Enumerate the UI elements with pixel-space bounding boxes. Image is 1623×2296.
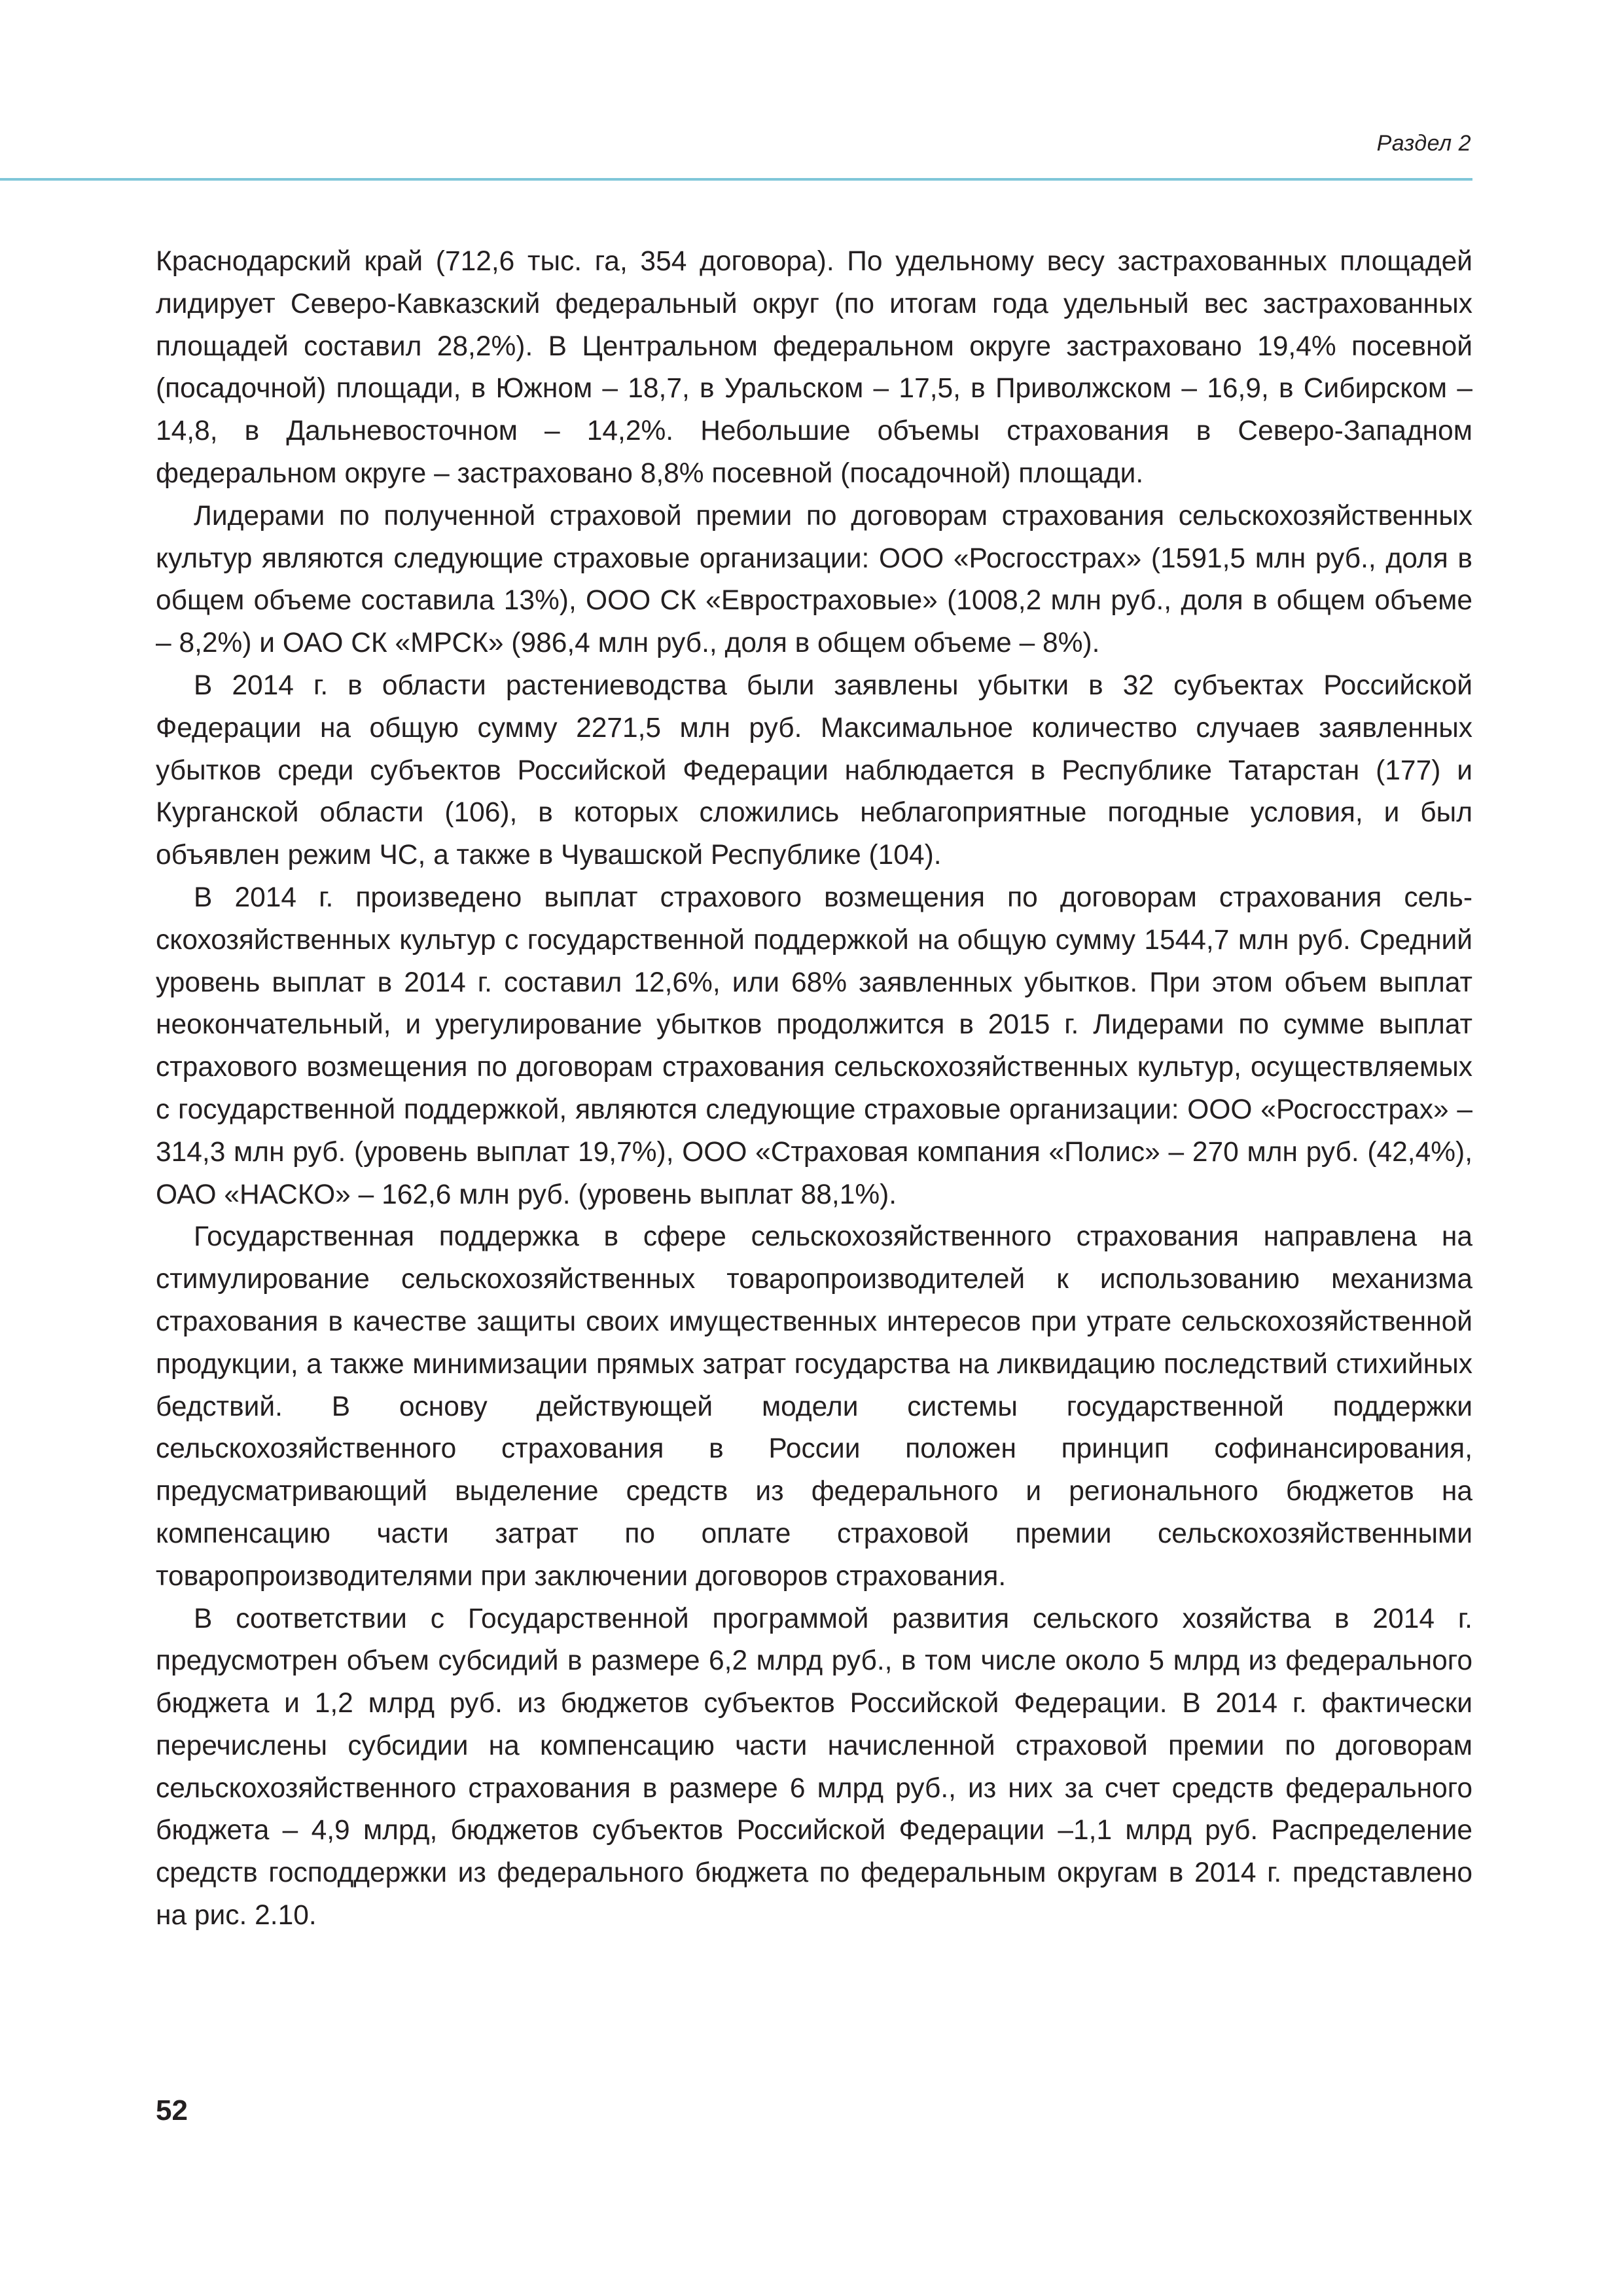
header-rule [0,178,1472,181]
body-text [156,241,1472,1937]
page-number: 52 [156,2094,188,2126]
section-label: Раздел 2 [1376,131,1471,156]
paragraph-insured-areas: Краснодарский край (712,6 тыс. га, 354 договора). По удельному весу застрахованных площадей лидирует Северо-Кавказский федеральный округ (по итогам года удельный вес застрахованных площадей составил 28,2%). В Центральном федеральном округе застраховано 19,4% посевной (посадочной) площади, в Южном – 18,7, в Уральском – 17,5, в Приволжском – 16,9, в Сибирском – 14,8, в Дальневосточном – 14,2%. Небольшие объемы страхования в Северо-Западном федеральном округе – застраховано 8,8% посевной (посадочной) площади. [156,246,1472,489]
paragraph-subsidies: В соответствии с Государственной программой развития сельского хозяйства в 2014 г. предусмотрен объем субсидий в размере 6,2 млрд руб., в том числе около 5 млрд из федерального бюджета и 1,2 млрд руб. из бюджетов субъектов Российской Федерации. В 2014 г. фактически перечислены субсидии на компенсацию части начисленной страховой премии по договорам сельскохозяйственного страхования в размере 6 млрд руб., из них за счет средств федерального бюджета – 4,9 млрд, бюджетов субъектов Российской Федерации –1,1 млрд руб. Распределение средств господдержки из федерального бюджета по федеральным округам в 2014 г. представлено на рис. 2.10. [156,1603,1472,1931]
paragraph-state-support: Государственная поддержка в сфере сельскохозяйственного страхования направлена на стимулирование сельскохозяйственных товаропроизводителей к использованию механизма страхования в качестве защиты своих имущественных интересов при утрате сельскохозяйственной продукции, а также минимизации прямых затрат государства на ликвидацию последствий стихийных бедствий. В основу действующей модели системы государственной поддержки сельскохозяйственного страхования в России положен принцип софинансирования, предусматривающий выделение средств из федерального и регионального бюджетов на компенсацию части затрат по оплате страховой премии сельскохозяйственными товаропроизводителями при заключении договоров страхования. [156,1221,1472,1592]
paragraph-declared-losses: В 2014 г. в области растениеводства были заявлены убытки в 32 субъектах Российской Федерации на общую сумму 2271,5 млн руб. Максимальное количество случаев заявленных убытков среди субъектов Российской Федерации наблюдается в Республике Татарстан (177) и Курганской области (106), в которых сложились неблагоприятные погодные условия, и был объявлен режим ЧС, а также в Чувашской Республике (104). [156,670,1472,871]
paragraph-compensation-payments: В 2014 г. произведено выплат страхового возмещения по договорам страхования сельскохозяйственных культур с государственной поддержкой на общую сумму 1544,7 млн руб. Средний уровень выплат в 2014 г. составил 12,6%, или 68% заявленных убытков. При этом объем выплат неокончательный, и урегулирование убытков продолжится в 2015 г. Лидерами по сумме выплат страхового возмещения по договорам страхования сельскохозяйственных культур, осуществляемых с государственной поддержкой, являются следующие страховые организации: ООО «Росгосстрах» – 314,3 млн руб. (уровень выплат 19,7%), ООО «Страховая компания «Полис» – 270 млн руб. (42,4%), ОАО «НАСКО» – 162,6 млн руб. (уровень выплат 88,1%). [156,882,1472,1210]
paragraph-premium-leaders: Лидерами по полученной страховой премии по договорам страхования сельскохозяйственных культур являются следующие страховые организации: ООО «Росгосстрах» (1591,5 млн руб., доля в общем объеме составила 13%), ООО СК «Евростраховые» (1008,2 млн руб., доля в общем объеме – 8,2%) и ОАО СК «МРСК» (986,4 млн руб., доля в общем объеме – 8%). [156,500,1472,659]
running-header [0,0,1623,190]
